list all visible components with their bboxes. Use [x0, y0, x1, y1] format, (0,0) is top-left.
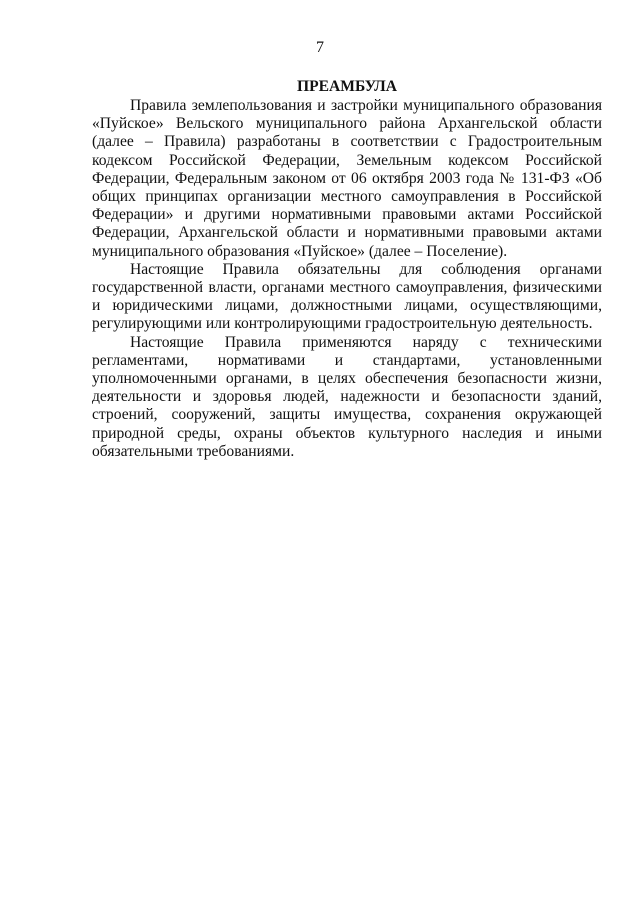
section-title: ПРЕАМБУЛА [296, 78, 398, 95]
page-number: 7 [316, 39, 324, 56]
paragraph-preamble-1: Правила землепользования и застройки муниципального образования «Пуйское» Вельского муниципального района Архангельской области (далее – Правила) разработаны в соответствии с Градостроительным кодексом Российской Федерации, Земельным кодексом Российской Федерации, Федеральным законом от 06 октября 2003 года № 131-ФЗ «Об общих принципах организации местного самоуправления в Российской Федерации» и другими нормативными правовыми актами Российской Федерации, Архангельской области и нормативными правовыми актами муниципального образования «Пуйское» (далее – Поселение). [92, 97, 602, 260]
paragraph-preamble-3: Настоящие Правила применяются наряду с техническими регламентами, нормативами и стандартами, установленными уполномоченными органами, в целях обеспечения безопасности жизни, деятельности и здоровья людей, надежности и безопасности зданий, строений, сооружений, защиты имущества, сохранения окружающей природной среды, охраны объектов культурного наследия и иными обязательными требованиями. [92, 333, 602, 460]
paragraph-preamble-2: Настоящие Правила обязательны для соблюдения органами государственной власти, органами местного самоуправления, физическими и юридическими лицами, должностными лицами, осуществляющими, регулирующими или контролирующими градостроительную деятельность. [92, 260, 602, 333]
document-body [92, 78, 602, 461]
